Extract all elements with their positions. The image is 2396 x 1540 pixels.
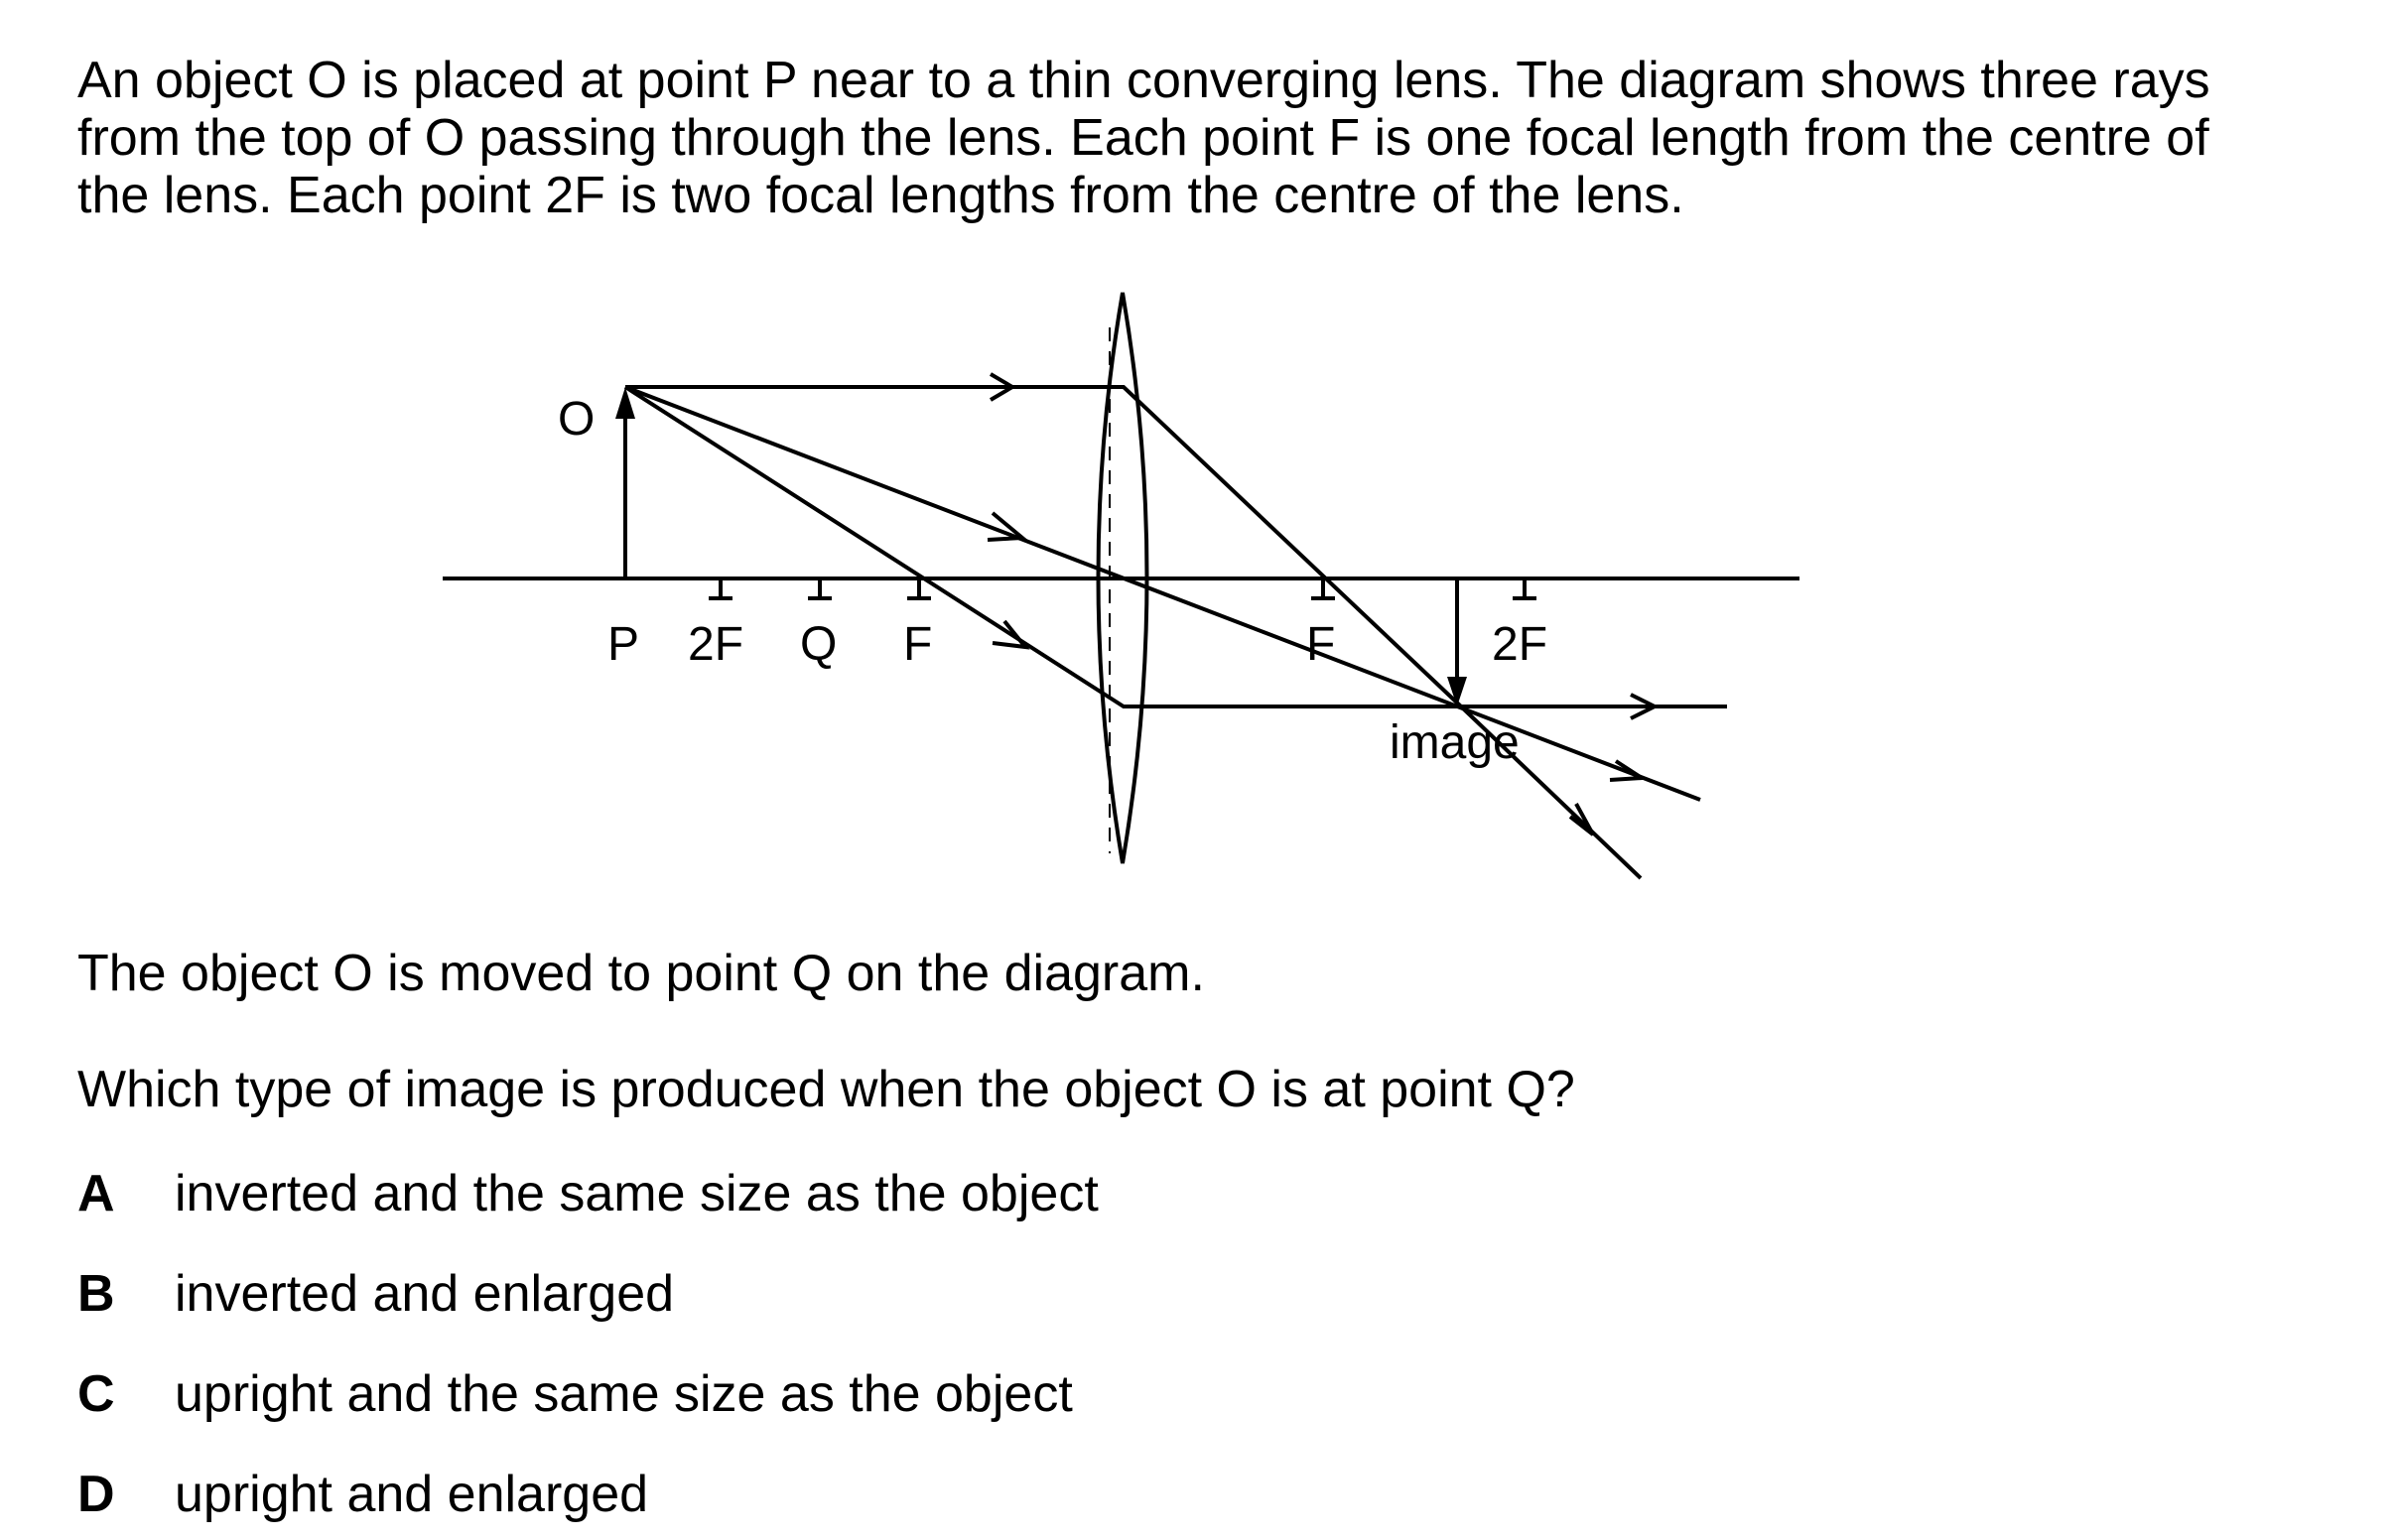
axis-label-f-left: F xyxy=(903,618,933,671)
moved-statement: The object O is moved to point Q on the diagram. xyxy=(77,945,1205,1002)
axis-label-q: Q xyxy=(800,618,838,671)
option-letter: D xyxy=(77,1466,115,1523)
option-text: upright and enlarged xyxy=(175,1466,649,1523)
question-stem: An object O is placed at point P near to a thin converging lens. The diagram shows three rays from the top of O passing through the lens. Each point F is one focal length from the centre of the lens. Each point 2F is two focal lengths from the centre of the lens. xyxy=(77,52,2210,224)
option-letter: A xyxy=(77,1165,115,1222)
question-prompt: Which type of image is produced when the object O is at point Q? xyxy=(77,1061,1575,1118)
object-label: O xyxy=(558,393,596,446)
option-letter: B xyxy=(77,1265,115,1323)
option-letter: C xyxy=(77,1365,115,1423)
axis-label-2f-left: 2F xyxy=(688,618,744,671)
axis-label-p: P xyxy=(607,618,640,671)
axis-label-2f-right: 2F xyxy=(1492,618,1548,671)
option-text: upright and the same size as the object xyxy=(175,1365,1073,1423)
option-text: inverted and enlarged xyxy=(175,1265,675,1323)
option-text: inverted and the same size as the object xyxy=(175,1165,1099,1222)
image-label: image xyxy=(1390,716,1520,769)
axis-label-f-right: F xyxy=(1306,618,1336,671)
ray-centre xyxy=(625,387,1700,800)
